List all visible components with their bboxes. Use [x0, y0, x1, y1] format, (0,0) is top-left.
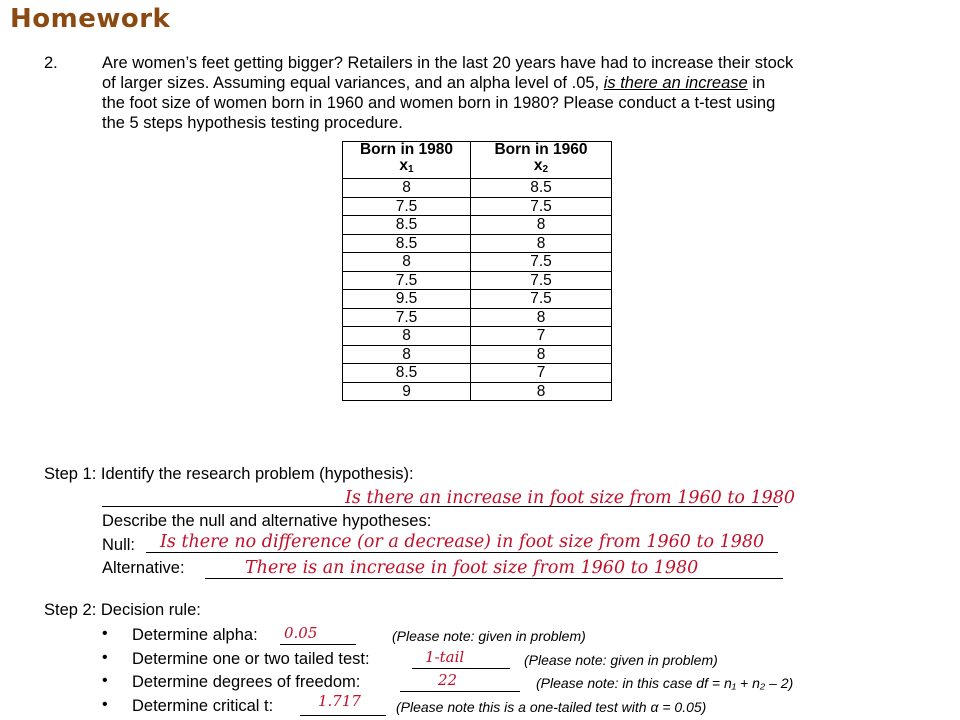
- cell-born-1960: 8: [471, 345, 612, 364]
- table-row: [343, 382, 612, 401]
- critical-t-label: Determine critical t:: [132, 697, 274, 715]
- null-answer: Is there no difference (or a decrease) in foot size from 1960 to 1980: [160, 532, 765, 552]
- cell-born-1960: 8: [471, 234, 612, 253]
- column-header-label: Born in 1960: [494, 141, 588, 158]
- cell-born-1960: 8: [471, 308, 612, 327]
- question-line: the 5 steps hypothesis testing procedure.: [102, 114, 403, 132]
- cell-born-1960: 7.5: [471, 290, 612, 309]
- question-line: the foot size of women born in 1960 and women born in 1980? Please conduct a t-test using: [102, 94, 776, 112]
- variable-subscript: 1: [408, 164, 414, 175]
- cell-born-1960: 8: [471, 216, 612, 235]
- table-row: [343, 290, 612, 309]
- cell-born-1960: 8: [471, 382, 612, 401]
- step1-answer: Is there an increase in foot size from 1960 to 1980: [345, 488, 795, 508]
- cell-born-1960: 7.5: [471, 253, 612, 272]
- alternative-label: Alternative:: [102, 559, 185, 577]
- cell-born-1960: 7.5: [471, 271, 612, 290]
- table-row: [343, 253, 612, 272]
- question-line: [102, 73, 922, 93]
- cell-born-1960: 7: [471, 364, 612, 383]
- data-table: [342, 141, 612, 401]
- table-row: [343, 216, 612, 235]
- variable-subscript: 2: [542, 164, 549, 175]
- tail-answer: 1-tail: [425, 648, 465, 666]
- alternative-answer: There is an increase in foot size from 1960 to 1980: [245, 558, 699, 578]
- column-header-variable: [471, 158, 611, 178]
- tail-label: Determine one or two tailed test:: [132, 650, 370, 668]
- variable-name: x: [533, 157, 543, 174]
- question-emphasis: is there an increase: [603, 74, 748, 92]
- alpha-answer: 0.05: [284, 624, 318, 642]
- cell-born-1980: 8: [343, 327, 471, 346]
- cell-born-1980: 7.5: [343, 271, 471, 290]
- column-header-1960: [471, 142, 612, 179]
- alpha-label: Determine alpha:: [132, 626, 258, 644]
- table-row: [343, 179, 612, 198]
- table-row: [343, 271, 612, 290]
- column-header-1980: [343, 142, 471, 179]
- cell-born-1980: 7.5: [343, 308, 471, 327]
- variable-name: x: [399, 157, 409, 174]
- table-row: [343, 364, 612, 383]
- critical-t-note: (Please note this is a one-tailed test with α = 0.05): [396, 699, 707, 715]
- cell-born-1980: 8: [343, 345, 471, 364]
- bullet-icon: •: [102, 649, 108, 666]
- table-row: [343, 197, 612, 216]
- null-label: Null:: [102, 536, 136, 554]
- question-line-part: in: [747, 74, 766, 92]
- question-number: 2.: [44, 54, 58, 72]
- df-answer-line: [400, 673, 520, 692]
- df-note: (Please note: in this case df = n₁ + n₂ – 2): [536, 675, 794, 691]
- cell-born-1980: 8.5: [343, 234, 471, 253]
- column-header-variable: [343, 158, 470, 178]
- cell-born-1980: 8: [343, 179, 471, 198]
- question-line: Are women’s feet getting bigger? Retailers in the last 20 years have had to increase their stock: [102, 54, 794, 72]
- df-label: Determine degrees of freedom:: [132, 673, 361, 691]
- table-row: [343, 308, 612, 327]
- critical-t-answer: 1.717: [318, 692, 361, 710]
- bullet-icon: •: [102, 696, 108, 713]
- cell-born-1980: 8: [343, 253, 471, 272]
- describe-hypotheses: Describe the null and alternative hypotheses:: [102, 512, 432, 530]
- cell-born-1960: 7.5: [471, 197, 612, 216]
- cell-born-1960: 7: [471, 327, 612, 346]
- df-answer: 22: [438, 671, 458, 689]
- table-header-row: [343, 142, 612, 179]
- table-row: [343, 234, 612, 253]
- page-title: Homework: [10, 4, 171, 34]
- column-header-label: Born in 1980: [359, 141, 454, 158]
- table-row: [343, 345, 612, 364]
- table-row: [343, 327, 612, 346]
- question-line-part: of larger sizes. Assuming equal variances, and an alpha level of .05,: [102, 74, 604, 92]
- cell-born-1980: 9.5: [343, 290, 471, 309]
- cell-born-1980: 8.5: [343, 364, 471, 383]
- step2-heading: Step 2: Decision rule:: [44, 601, 201, 619]
- step1-heading: Step 1: Identify the research problem (hypothesis):: [44, 465, 414, 483]
- cell-born-1980: 7.5: [343, 197, 471, 216]
- bullet-icon: •: [102, 672, 108, 689]
- bullet-icon: •: [102, 625, 108, 642]
- cell-born-1980: 8.5: [343, 216, 471, 235]
- alpha-note: (Please note: given in problem): [392, 628, 586, 644]
- cell-born-1980: 9: [343, 382, 471, 401]
- tail-note: (Please note: given in problem): [524, 652, 718, 668]
- question-text: [102, 53, 922, 133]
- cell-born-1960: 8.5: [471, 179, 612, 198]
